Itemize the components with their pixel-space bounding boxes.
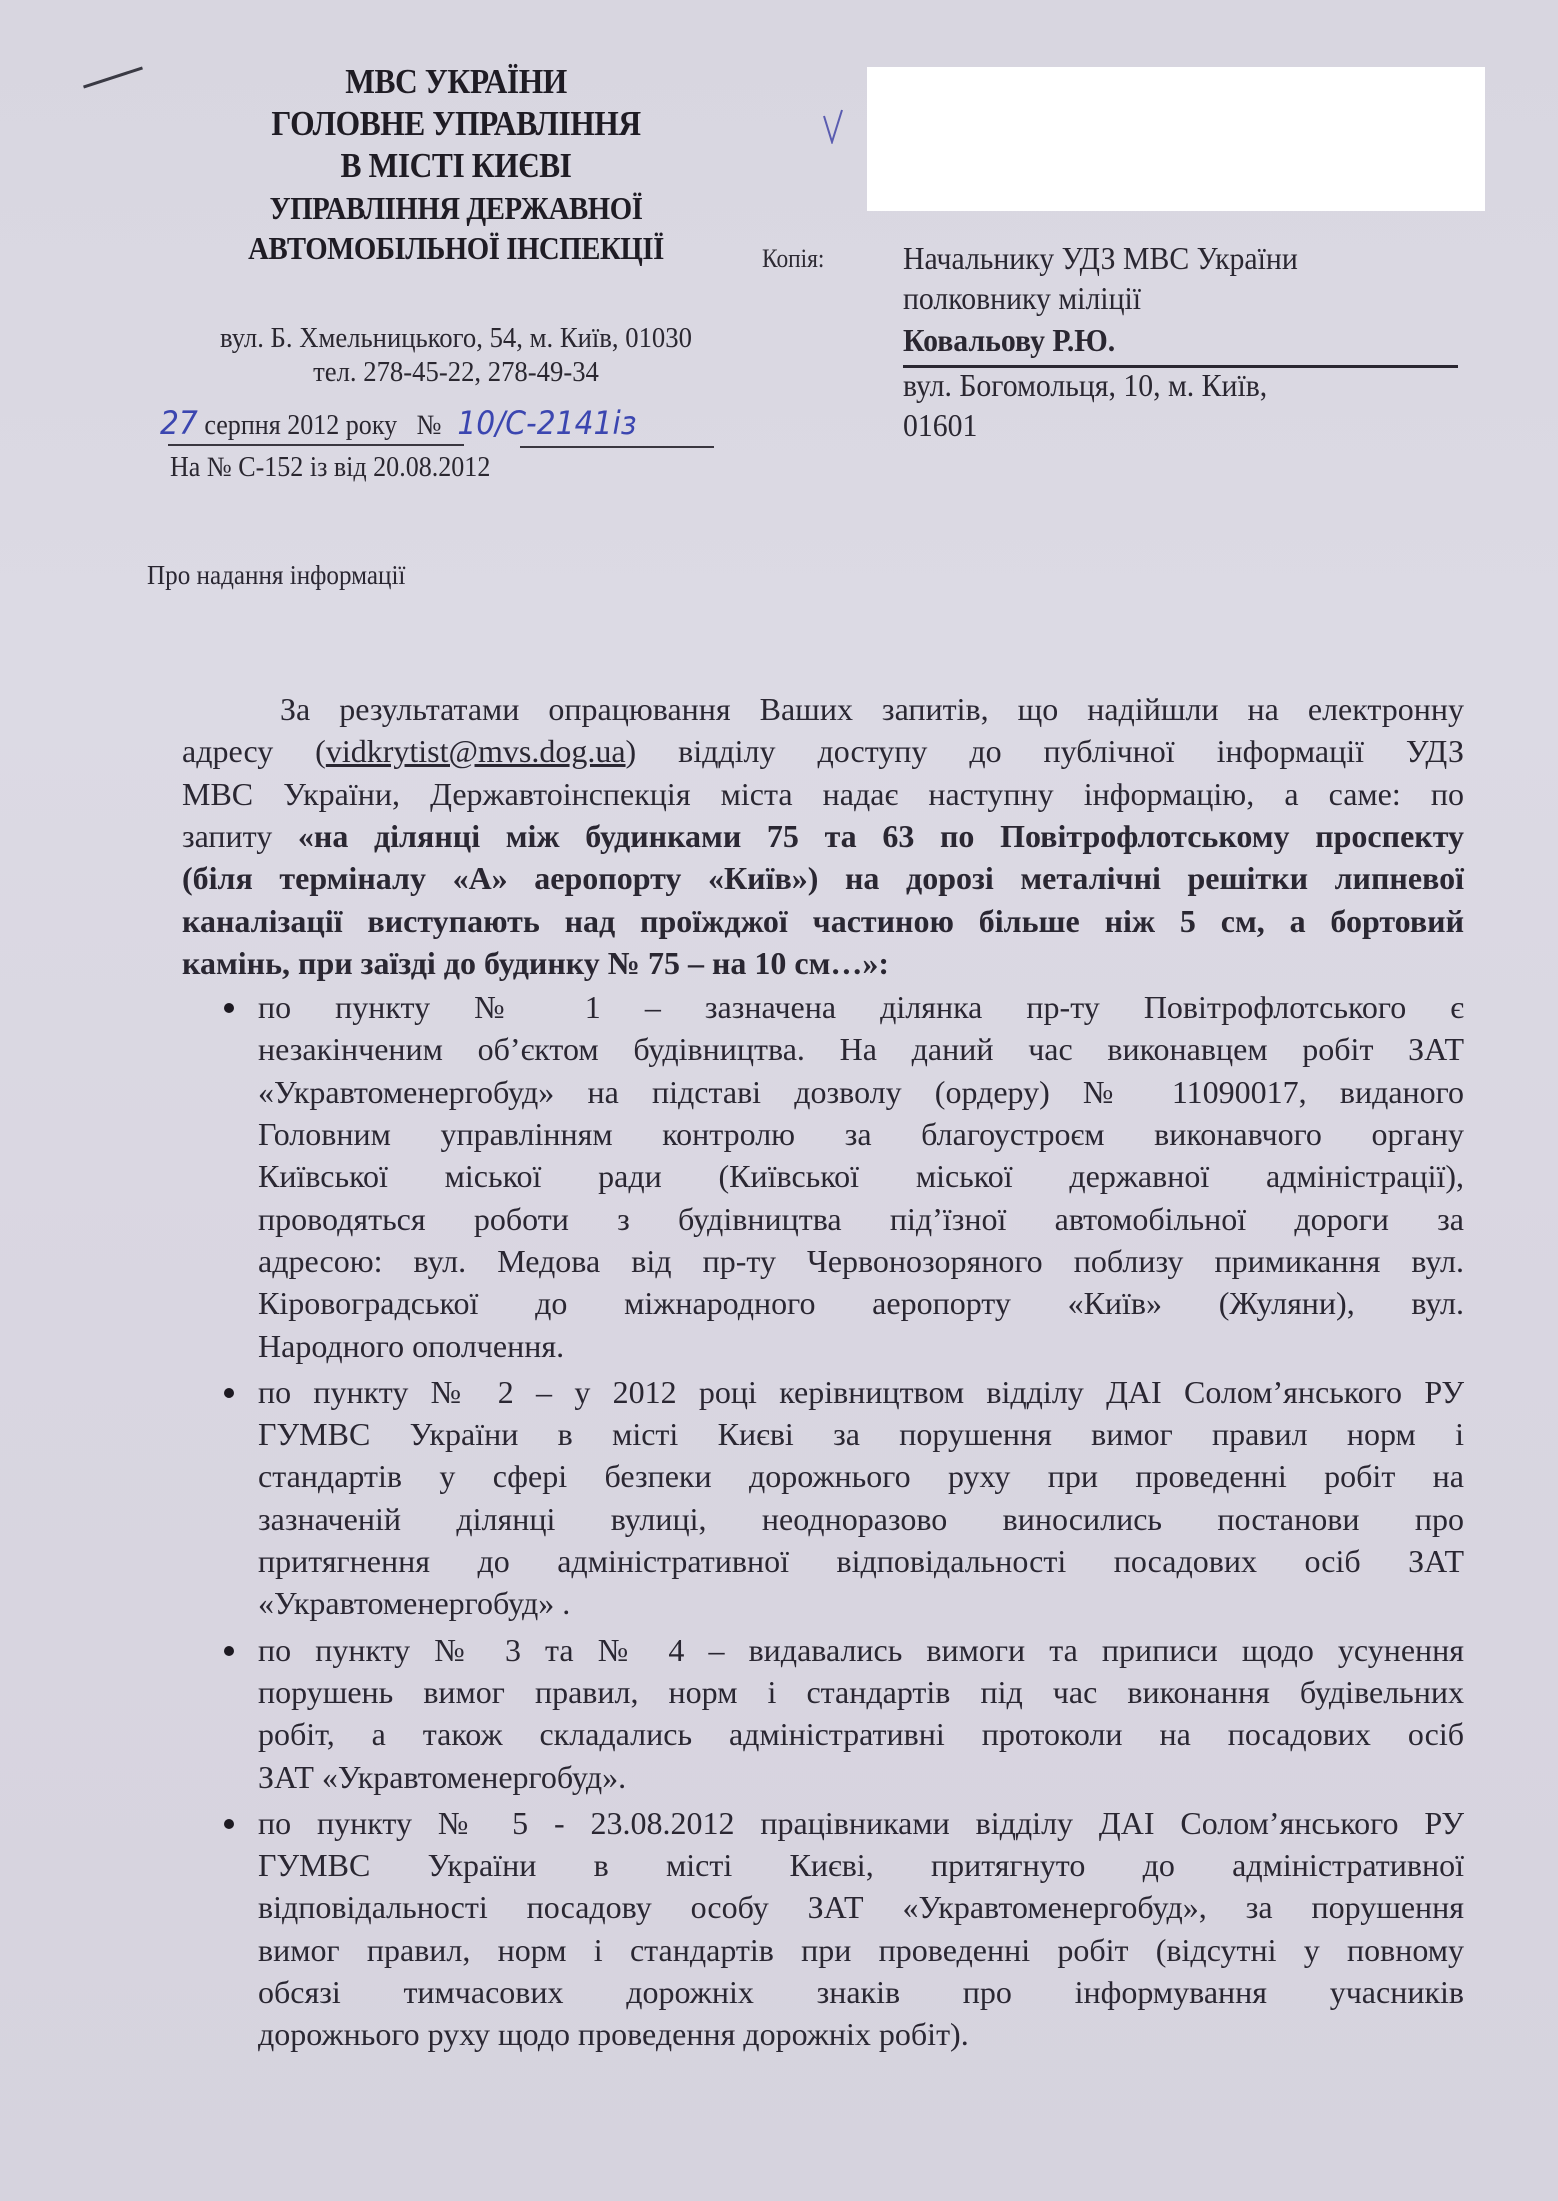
- list-item-line: обсязі тимчасових дорожніх знаків про інформування учасників: [258, 1974, 1464, 2010]
- date-month-year: серпня 2012 року: [204, 410, 398, 441]
- intro-line: каналізації виступають над проїжджої частиною більше ніж 5 см, а бортовий: [182, 902, 1464, 939]
- list-item-line: адресою: вул. Медова від пр-ту Червонозоряного поблизу примикання вул.: [258, 1242, 1464, 1279]
- handwritten-day: 27: [160, 404, 198, 442]
- list-item-line: незакінченим об’єктом будівництва. На даний час виконавцем робіт ЗАТ: [258, 1031, 1464, 1068]
- letter-subject: Про надання інформації: [147, 560, 406, 590]
- recipient-name: Ковальову Р.Ю.: [903, 322, 1116, 358]
- handwritten-check-icon: [822, 108, 848, 144]
- list-item-line: ЗАТ «Укравтоменергобуд».: [258, 1758, 627, 1795]
- email-link[interactable]: vidkrytist@mvs.dog.ua: [325, 733, 626, 770]
- handwritten-reg-number: 10/С-2141із: [457, 404, 637, 442]
- letterhead-line: ГОЛОВНЕ УПРАВЛІННЯ: [271, 104, 641, 143]
- registration-line: [160, 404, 637, 442]
- list-item-line: ГУМВС України в місті Києві за порушення вимог правил норм і: [258, 1416, 1464, 1453]
- list-item-line: по пункту № 2 – у 2012 році керівництвом відділу ДАІ Солом’янського РУ: [258, 1373, 1464, 1410]
- list-item-line: по пункту № 1 – зазначена ділянка пр-ту Повітрофлотського є: [258, 989, 1464, 1026]
- intro-line: За результатами опрацювання Ваших запитів, що надійшли на електронну: [280, 691, 1464, 727]
- letterhead-line: УПРАВЛІННЯ ДЕРЖАВНОЇ: [269, 190, 643, 226]
- letterhead-line: МВС УКРАЇНИ: [345, 62, 567, 101]
- list-item-line: відповідальності посадову особу ЗАТ «Укравтоменергобуд», за порушення: [258, 1889, 1464, 1926]
- list-item-line: Головним управлінням контролю за благоустроєм виконавчого органу: [258, 1116, 1464, 1152]
- list-item-line: Кіровоградської до міжнародного аеропорту «Київ» (Жуляни), вул.: [258, 1285, 1464, 1322]
- list-item-line: ГУМВС України в місті Києві, притягнуто до адміністративної: [258, 1847, 1464, 1884]
- bullet-icon: [224, 1388, 234, 1398]
- sender-address: вул. Б. Хмельницького, 54, м. Київ, 01030: [220, 322, 692, 354]
- list-item-line: зазначеній ділянці вулиці, неодноразово виносились постанови про: [258, 1500, 1464, 1537]
- bullet-icon: [224, 1819, 234, 1829]
- list-item-line: дорожнього руху щодо проведення дорожніх робіт).: [258, 2016, 969, 2053]
- list-item-line: робіт, а також складались адміністративні протоколи на посадових осіб: [258, 1716, 1464, 1753]
- intro-line: адресу (vidkrytist@mvs.dog.ua) відділу доступу до публічної інформації УДЗ: [182, 733, 1465, 770]
- list-item-line: по пункту № 5 - 23.08.2012 працівниками відділу ДАІ Солом’янського РУ: [258, 1804, 1464, 1841]
- number-underline: [520, 446, 714, 448]
- letterhead-line: В МІСТІ КИЄВІ: [340, 146, 572, 185]
- list-item-line: стандартів у сфері безпеки дорожнього руху при проведенні робіт на: [258, 1458, 1464, 1495]
- redacted-recipient-block: [867, 67, 1485, 211]
- list-item-line: «Укравтоменергобуд» .: [258, 1585, 571, 1622]
- bullet-icon: [224, 1003, 234, 1013]
- list-item-line: вимог правил, норм і стандартів при проведенні робіт (відсутні у повному: [258, 1931, 1464, 1968]
- list-item-line: по пункту № 3 та № 4 – видавались вимоги та приписи щодо усунення: [258, 1631, 1464, 1668]
- recipient-address-line: вул. Богомольця, 10, м. Київ,: [903, 367, 1268, 403]
- bullet-icon: [224, 1646, 234, 1656]
- recipient-rank: полковнику міліції: [903, 280, 1142, 316]
- recipient-address-line: 01601: [903, 407, 978, 443]
- list-item-line: «Укравтоменергобуд» на підставі дозволу (ордеру) № 11090017, виданого: [258, 1073, 1464, 1110]
- list-item-line: Київської міської ради (Київської міської державної адміністрації),: [258, 1158, 1464, 1195]
- intro-line: запиту «на ділянці між будинками 75 та 63 по Повітрофлотському проспекту: [182, 817, 1465, 854]
- list-item-line: притягнення до адміністративної відповідальності посадових осіб ЗАТ: [258, 1543, 1464, 1579]
- list-item-line: Народного ополчення.: [258, 1327, 565, 1364]
- sender-phone: тел. 278-45-22, 278-49-34: [313, 356, 599, 388]
- intro-line: камінь, при заїзді до будинку № 75 – на 10 см…»:: [182, 944, 890, 981]
- list-item-line: проводяться роботи з будівництва під’їзної автомобільної дороги за: [258, 1200, 1464, 1237]
- list-item-line: порушень вимог правил, норм і стандартів під час виконання будівельних: [258, 1673, 1464, 1710]
- number-sign: №: [416, 410, 442, 441]
- quoted-request-text: «на ділянці між будинками 75 та 63 по Повітрофлотському проспекту: [297, 817, 1465, 854]
- intro-line: (біля терміналу «А» аеропорту «Київ») на дорозі металічні решітки липневої: [182, 860, 1464, 897]
- copy-label: Копія:: [762, 244, 825, 273]
- reply-reference: На № С-152 із від 20.08.2012: [170, 452, 491, 483]
- letterhead-line: АВТОМОБІЛЬНОЇ ІНСПЕКЦІЇ: [248, 230, 664, 266]
- recipient-title: Начальнику УДЗ МВС України: [903, 240, 1298, 276]
- date-underline: [168, 444, 464, 446]
- intro-line: МВС України, Державтоінспекція міста надає наступну інформацію, а саме: по: [182, 775, 1464, 812]
